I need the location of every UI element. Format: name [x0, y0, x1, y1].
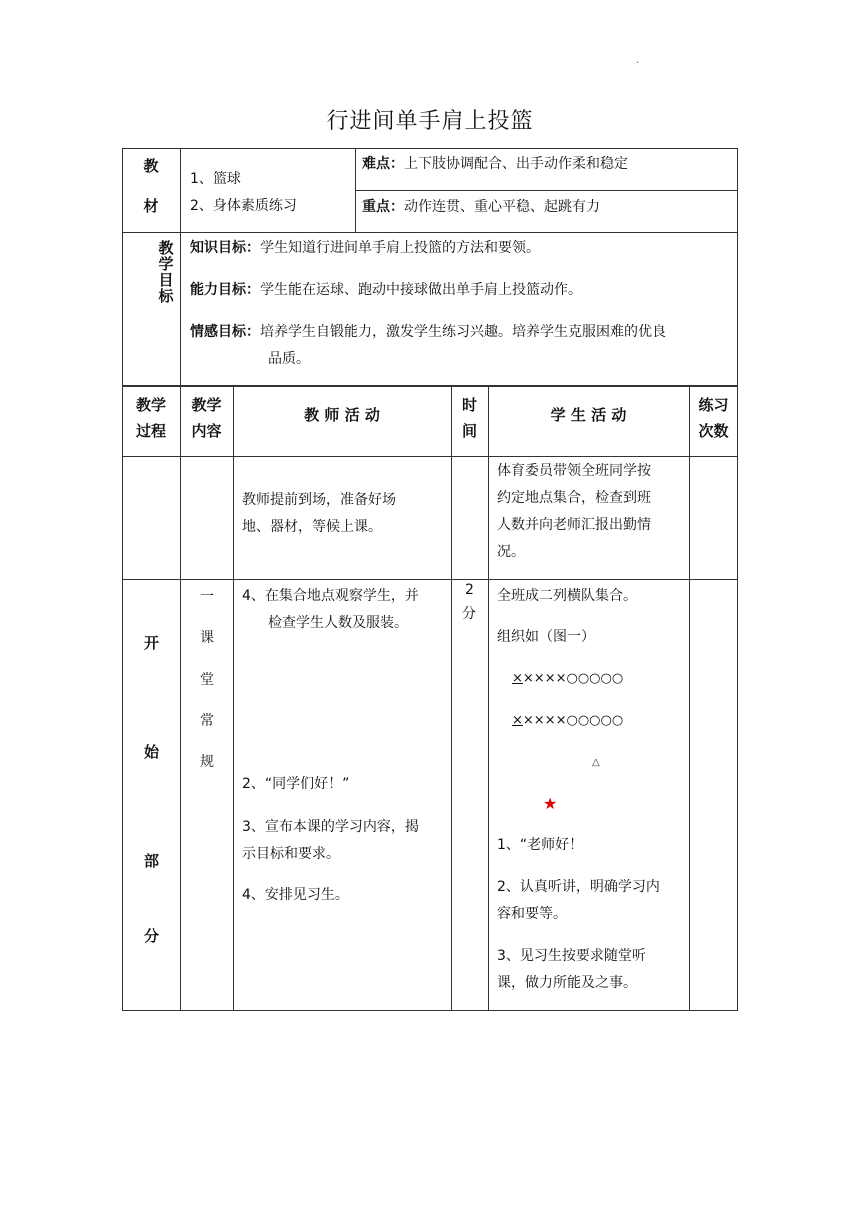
knowledge-goal-label: 知识目标：: [190, 240, 260, 256]
header-practice-line: 次数: [698, 422, 729, 440]
row2-teacher-line: 2、“同学们好！”: [242, 776, 350, 792]
table-divider: [233, 386, 234, 1011]
goals-label-char: 目: [158, 271, 174, 289]
material-label-char: 教: [143, 157, 159, 175]
formation-rest: ××××○○○○○: [522, 713, 624, 728]
header-practice: [689, 392, 738, 444]
header-time-line: 时: [461, 396, 477, 414]
row2-content-char: 一: [200, 589, 214, 605]
header-content-line: 教学: [191, 396, 222, 414]
table-divider: [355, 190, 738, 191]
row1-student-line: 约定地点集合，检查到班: [497, 490, 651, 506]
header-time: [451, 392, 488, 444]
row2-content-char: 课: [200, 630, 214, 646]
row2-student-org: 组织如（图一）: [497, 629, 595, 645]
row2-process-char: 开: [144, 634, 160, 652]
row2-time-line: 分: [462, 606, 476, 622]
formation-row: [512, 711, 623, 731]
teacher-position-triangle: △: [592, 757, 600, 768]
row2-content-char: 规: [200, 754, 214, 770]
material-item: 2、身体素质练习: [190, 198, 297, 214]
key-point-row: [362, 197, 600, 217]
row2-teacher-line: 4、安排见习生。: [242, 887, 349, 903]
key-point-label: 重点：: [362, 199, 404, 215]
header-teacher: 教 师 活 动: [304, 406, 380, 424]
table-divider: [122, 232, 738, 233]
row2-teacher-line: 检查学生人数及服装。: [268, 615, 408, 631]
table-divider: [451, 386, 452, 1011]
star-icon: ★: [543, 794, 558, 813]
row2-process-char: 分: [144, 927, 160, 945]
row2-time-line: 2: [465, 582, 474, 598]
table-divider: [122, 456, 738, 457]
row1-teacher-line: 教师提前到场，准备好场: [242, 492, 396, 508]
material-label-char: 材: [143, 197, 159, 215]
knowledge-goal: [190, 238, 540, 258]
row2-student-line: 课，做力所能及之事。: [497, 975, 637, 991]
key-point-text: 动作连贯、重心平稳、起跳有力: [404, 199, 600, 215]
header-practice-line: 练习: [698, 396, 729, 414]
ability-goal: [190, 280, 582, 300]
table-divider: [689, 386, 690, 1011]
table-divider: [180, 386, 181, 1011]
emotion-goal-text: 培养学生自锻能力，激发学生练习兴趣。培养学生克服困难的优良: [260, 324, 666, 340]
goals-label-char: 教: [158, 239, 174, 257]
row1-student-line: 人数并向老师汇报出勤情: [497, 517, 651, 533]
header-process-line: 教学: [135, 396, 166, 414]
goals-label-char: 标: [158, 287, 174, 305]
emotion-goal-continued: 品质。: [268, 351, 310, 367]
row2-content-char: 常: [200, 713, 214, 729]
formation-rest: ××××○○○○○: [522, 671, 624, 686]
difficulty-row: [362, 154, 628, 174]
row2-student-line: 2、认真听讲，明确学习内: [497, 879, 660, 895]
formation-row: [512, 669, 623, 689]
difficulty-label: 难点：: [362, 156, 404, 172]
row1-student-line: 体育委员带领全班同学按: [497, 463, 651, 479]
header-process-line: 过程: [135, 422, 166, 440]
row2-student-intro: 全班成二列横队集合。: [497, 588, 637, 604]
row1-teacher-line: 地、器材，等候上课。: [242, 519, 382, 535]
row2-student-line: 3、见习生按要求随堂听: [497, 948, 646, 964]
row2-process-char: 始: [144, 743, 160, 761]
header-student: 学 生 活 动: [550, 406, 627, 424]
ability-goal-label: 能力目标：: [190, 282, 260, 298]
row2-content-char: 堂: [200, 672, 214, 688]
goals-label: [148, 240, 184, 304]
ability-goal-text: 学生能在运球、跑动中接球做出单手肩上投篮动作。: [260, 282, 582, 298]
material-label: [122, 156, 180, 216]
row2-teacher-line: 3、宣布本课的学习内容，揭: [242, 819, 419, 835]
row2-teacher-line: 4、在集合地点观察学生，并: [242, 588, 419, 604]
goals-label-char: 学: [158, 255, 174, 273]
formation-lead: ×: [512, 671, 523, 686]
emotion-goal-label: 情感目标：: [190, 324, 260, 340]
material-item: 1、篮球: [190, 171, 241, 187]
row1-student-line: 况。: [497, 544, 525, 560]
row2-student-line: 1、“老师好！: [497, 837, 584, 853]
difficulty-text: 上下肢协调配合、出手动作柔和稳定: [404, 156, 628, 172]
table-divider: [488, 386, 489, 1011]
page-dot: ·: [636, 58, 640, 69]
page-title: 行进间单手肩上投篮: [326, 109, 534, 134]
emotion-goal: [190, 322, 666, 342]
formation-lead: ×: [512, 713, 523, 728]
row2-teacher-line: 示目标和要求。: [242, 846, 340, 862]
row2-student-line: 容和要等。: [497, 906, 567, 922]
table-divider: [122, 579, 738, 580]
header-time-line: 间: [461, 422, 477, 440]
header-process: [122, 392, 180, 444]
header-content-line: 内容: [191, 422, 222, 440]
row2-process-char: 部: [144, 852, 160, 870]
knowledge-goal-text: 学生知道行进间单手肩上投篮的方法和要领。: [260, 240, 540, 256]
header-content: [180, 392, 233, 444]
